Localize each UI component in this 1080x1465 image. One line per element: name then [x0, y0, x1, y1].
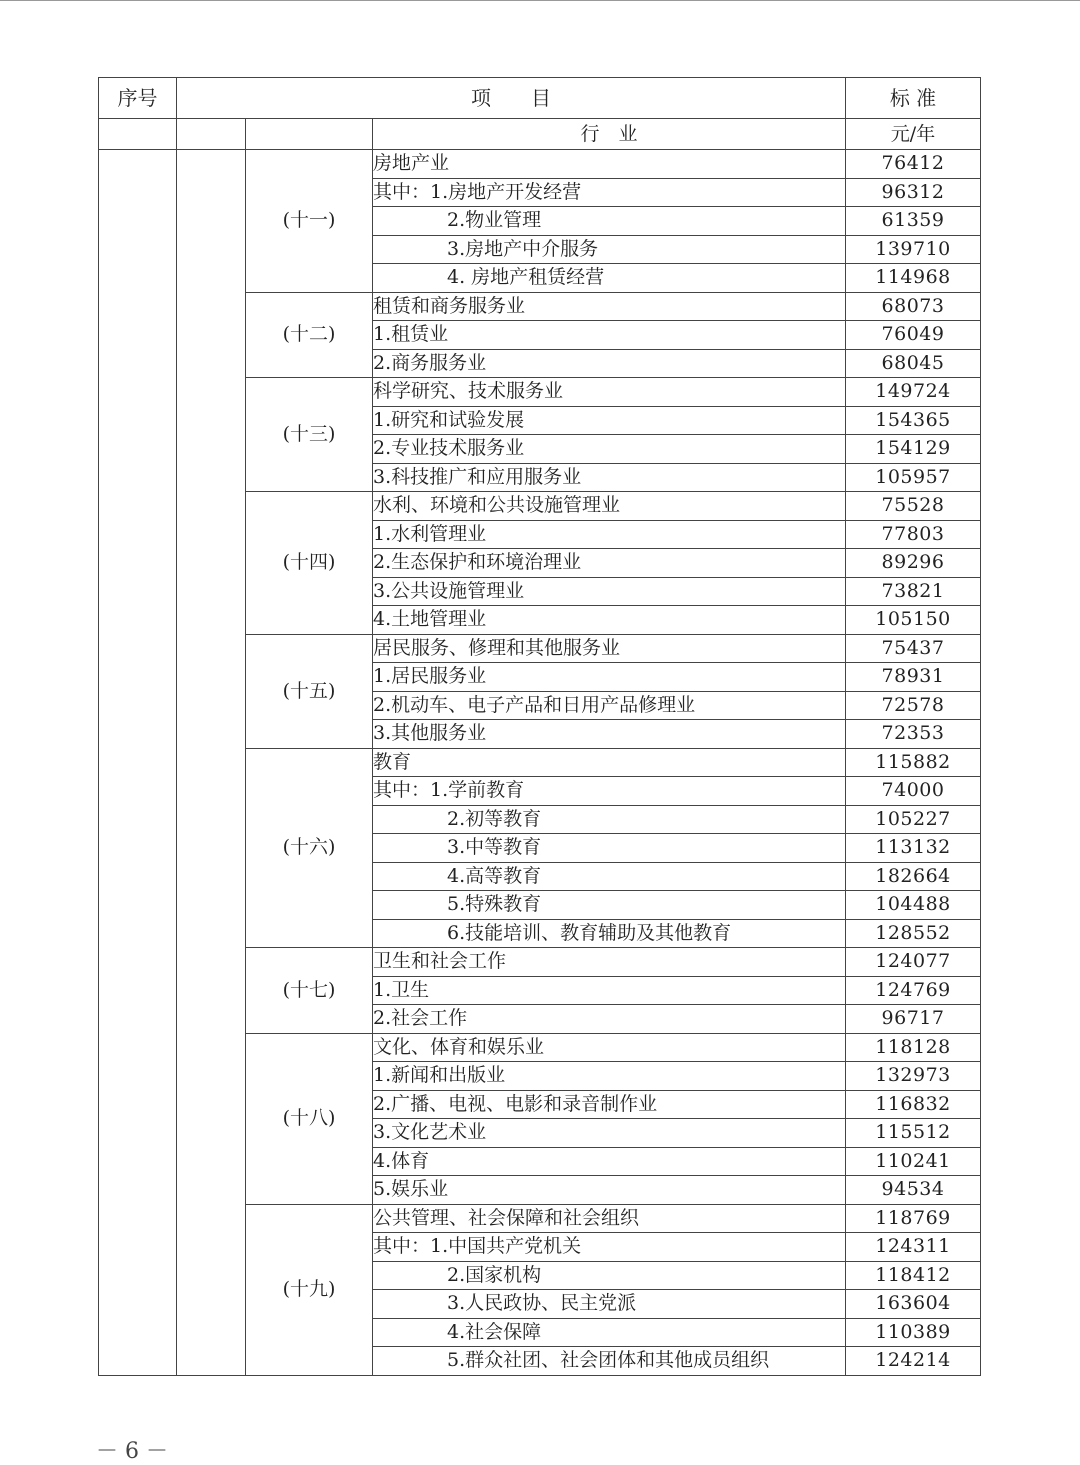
standard-value: 72578	[846, 691, 981, 720]
standard-value: 116832	[846, 1090, 981, 1119]
industry-name: 1.居民服务业	[373, 663, 846, 692]
header-unit: 元/年	[846, 119, 981, 150]
industry-name: 3.科技推广和应用服务业	[373, 463, 846, 492]
header-industry: 行 业	[373, 119, 846, 150]
industry-name: 2.初等教育	[373, 805, 846, 834]
industry-name: 4. 房地产租赁经营	[373, 264, 846, 293]
standard-value: 114968	[846, 264, 981, 293]
industry-name: 3.其他服务业	[373, 720, 846, 749]
standard-value: 110241	[846, 1147, 981, 1176]
industry-name: 教育	[373, 748, 846, 777]
standard-value: 104488	[846, 891, 981, 920]
standard-value: 96312	[846, 178, 981, 207]
group-label: (十三)	[246, 378, 373, 492]
industry-name: 6.技能培训、教育辅助及其他教育	[373, 919, 846, 948]
top-rule	[0, 0, 1080, 1]
standard-value: 110389	[846, 1318, 981, 1347]
group-label: (十五)	[246, 634, 373, 748]
industry-name: 4.社会保障	[373, 1318, 846, 1347]
industry-name: 1.研究和试验发展	[373, 406, 846, 435]
standard-value: 115512	[846, 1119, 981, 1148]
industry-name: 2.生态保护和环境治理业	[373, 549, 846, 578]
industry-name: 1.新闻和出版业	[373, 1062, 846, 1091]
industry-name: 其中：1.学前教育	[373, 777, 846, 806]
standard-value: 75437	[846, 634, 981, 663]
standard-value: 96717	[846, 1005, 981, 1034]
industry-name: 2.广播、电视、电影和录音制作业	[373, 1090, 846, 1119]
standard-value: 78931	[846, 663, 981, 692]
industry-name: 5.娱乐业	[373, 1176, 846, 1205]
industry-name: 其中：1.房地产开发经营	[373, 178, 846, 207]
standard-value: 154365	[846, 406, 981, 435]
standard-value: 118128	[846, 1033, 981, 1062]
industry-name: 4.高等教育	[373, 862, 846, 891]
industry-name: 1.卫生	[373, 976, 846, 1005]
group-label: (十一)	[246, 150, 373, 293]
standard-value: 105150	[846, 606, 981, 635]
industry-name: 2.社会工作	[373, 1005, 846, 1034]
industry-name: 1.租赁业	[373, 321, 846, 350]
header-standard: 标 准	[846, 78, 981, 119]
standard-value: 124769	[846, 976, 981, 1005]
industry-name: 其中：1.中国共产党机关	[373, 1233, 846, 1262]
header-blank-1	[99, 119, 177, 150]
header-row-2	[99, 119, 981, 150]
standard-value: 68045	[846, 349, 981, 378]
standard-value: 139710	[846, 235, 981, 264]
industry-name: 卫生和社会工作	[373, 948, 846, 977]
standard-value: 89296	[846, 549, 981, 578]
standard-value: 182664	[846, 862, 981, 891]
industry-name: 5.群众社团、社会团体和其他成员组织	[373, 1347, 846, 1376]
header-seq: 序号	[99, 78, 177, 119]
industry-name: 3.中等教育	[373, 834, 846, 863]
industry-name: 1.水利管理业	[373, 520, 846, 549]
header-row-1	[99, 78, 981, 119]
standard-value: 149724	[846, 378, 981, 407]
industry-name: 2.机动车、电子产品和日用产品修理业	[373, 691, 846, 720]
industry-name: 4.土地管理业	[373, 606, 846, 635]
header-item: 项 目	[177, 78, 846, 119]
industry-name: 科学研究、技术服务业	[373, 378, 846, 407]
standard-value: 124077	[846, 948, 981, 977]
seq-cell	[99, 150, 177, 1376]
standard-value: 74000	[846, 777, 981, 806]
industry-name: 文化、体育和娱乐业	[373, 1033, 846, 1062]
standard-value: 118412	[846, 1261, 981, 1290]
industry-name: 5.特殊教育	[373, 891, 846, 920]
standard-value: 73821	[846, 577, 981, 606]
standard-value: 75528	[846, 492, 981, 521]
industry-name: 2.物业管理	[373, 207, 846, 236]
standard-value: 128552	[846, 919, 981, 948]
standard-value: 105227	[846, 805, 981, 834]
standard-value: 113132	[846, 834, 981, 863]
industry-name: 3.文化艺术业	[373, 1119, 846, 1148]
group-label: (十六)	[246, 748, 373, 948]
standard-value: 163604	[846, 1290, 981, 1319]
industry-name: 2.专业技术服务业	[373, 435, 846, 464]
standard-value: 105957	[846, 463, 981, 492]
industry-name: 3.房地产中介服务	[373, 235, 846, 264]
industry-name: 3.人民政协、民主党派	[373, 1290, 846, 1319]
standard-value: 115882	[846, 748, 981, 777]
standard-value: 124214	[846, 1347, 981, 1376]
wage-standard-table	[98, 77, 981, 1376]
industry-name: 租赁和商务服务业	[373, 292, 846, 321]
standard-value: 118769	[846, 1204, 981, 1233]
industry-name: 公共管理、社会保障和社会组织	[373, 1204, 846, 1233]
industry-name: 3.公共设施管理业	[373, 577, 846, 606]
standard-value: 68073	[846, 292, 981, 321]
group-label: (十七)	[246, 948, 373, 1034]
header-blank-2	[177, 119, 246, 150]
header-blank-3	[246, 119, 373, 150]
table-row	[99, 150, 981, 179]
page-number: － 6 －	[96, 1439, 168, 1464]
industry-name: 水利、环境和公共设施管理业	[373, 492, 846, 521]
standard-value: 61359	[846, 207, 981, 236]
standard-value: 132973	[846, 1062, 981, 1091]
category-cell	[177, 150, 246, 1376]
industry-name: 4.体育	[373, 1147, 846, 1176]
industry-name: 2.商务服务业	[373, 349, 846, 378]
group-label: (十二)	[246, 292, 373, 378]
standard-value: 77803	[846, 520, 981, 549]
standard-value: 76412	[846, 150, 981, 179]
industry-name: 房地产业	[373, 150, 846, 179]
standard-value: 94534	[846, 1176, 981, 1205]
standard-value: 154129	[846, 435, 981, 464]
standard-value: 76049	[846, 321, 981, 350]
industry-name: 2.国家机构	[373, 1261, 846, 1290]
group-label: (十九)	[246, 1204, 373, 1375]
group-label: (十八)	[246, 1033, 373, 1204]
standard-value: 72353	[846, 720, 981, 749]
group-label: (十四)	[246, 492, 373, 635]
standard-value: 124311	[846, 1233, 981, 1262]
industry-name: 居民服务、修理和其他服务业	[373, 634, 846, 663]
